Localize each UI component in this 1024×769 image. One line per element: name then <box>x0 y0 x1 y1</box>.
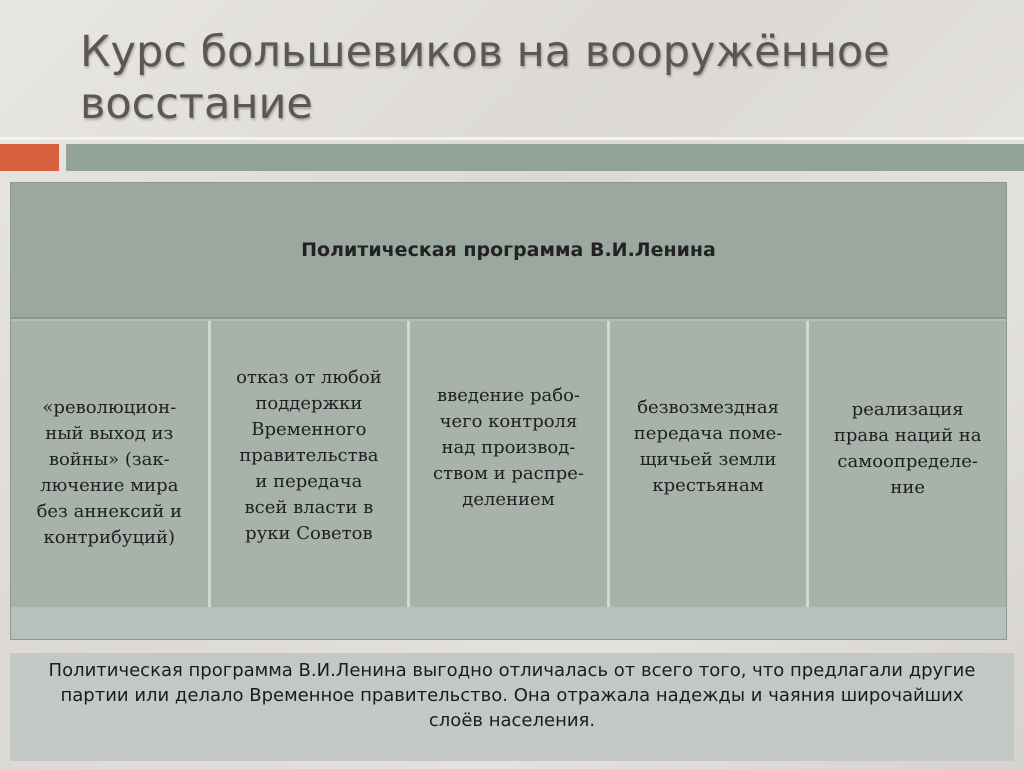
program-point-text: отказ от любой поддержки Временного правительства и передача всей власти в руки Советов <box>236 367 382 544</box>
title-divider-line <box>0 137 1024 140</box>
program-point-self-determination <box>809 321 1006 607</box>
program-header-text: Политическая программа В.И.Ленина <box>301 239 716 261</box>
program-point-workers-control <box>410 321 610 607</box>
title-accent-bar-red <box>0 144 59 171</box>
program-point-peace <box>11 321 211 607</box>
program-footer-row <box>11 607 1006 639</box>
program-point-text: введение рабо- чего контроля над производ- ством и распре- делением <box>432 385 584 510</box>
title-accent-bar-grey <box>66 144 1024 171</box>
summary-note <box>10 653 1014 761</box>
program-point-soviets <box>211 321 411 607</box>
program-point-text: «революцион- ный выход из войны» (зак- лючение мира без аннексий и контрибуций) <box>36 397 183 548</box>
program-point-land <box>610 321 810 607</box>
program-table <box>10 182 1007 640</box>
program-columns <box>11 321 1006 607</box>
program-header <box>11 183 1006 319</box>
program-point-text: реализация права наций на самоопределе- ние <box>833 399 982 498</box>
summary-note-text: Политическая программа В.И.Ленина выгодно отличалась от всего того, что предлагали другие партии или делало Временное правительство. Она отражала надежды и чаяния широчайших слоёв населения. <box>48 659 976 731</box>
slide-title: Курс большевиков на вооружённое восстание <box>80 27 890 129</box>
program-point-text: безвозмездная передача поме- щичьей земли крестьянам <box>633 397 783 496</box>
